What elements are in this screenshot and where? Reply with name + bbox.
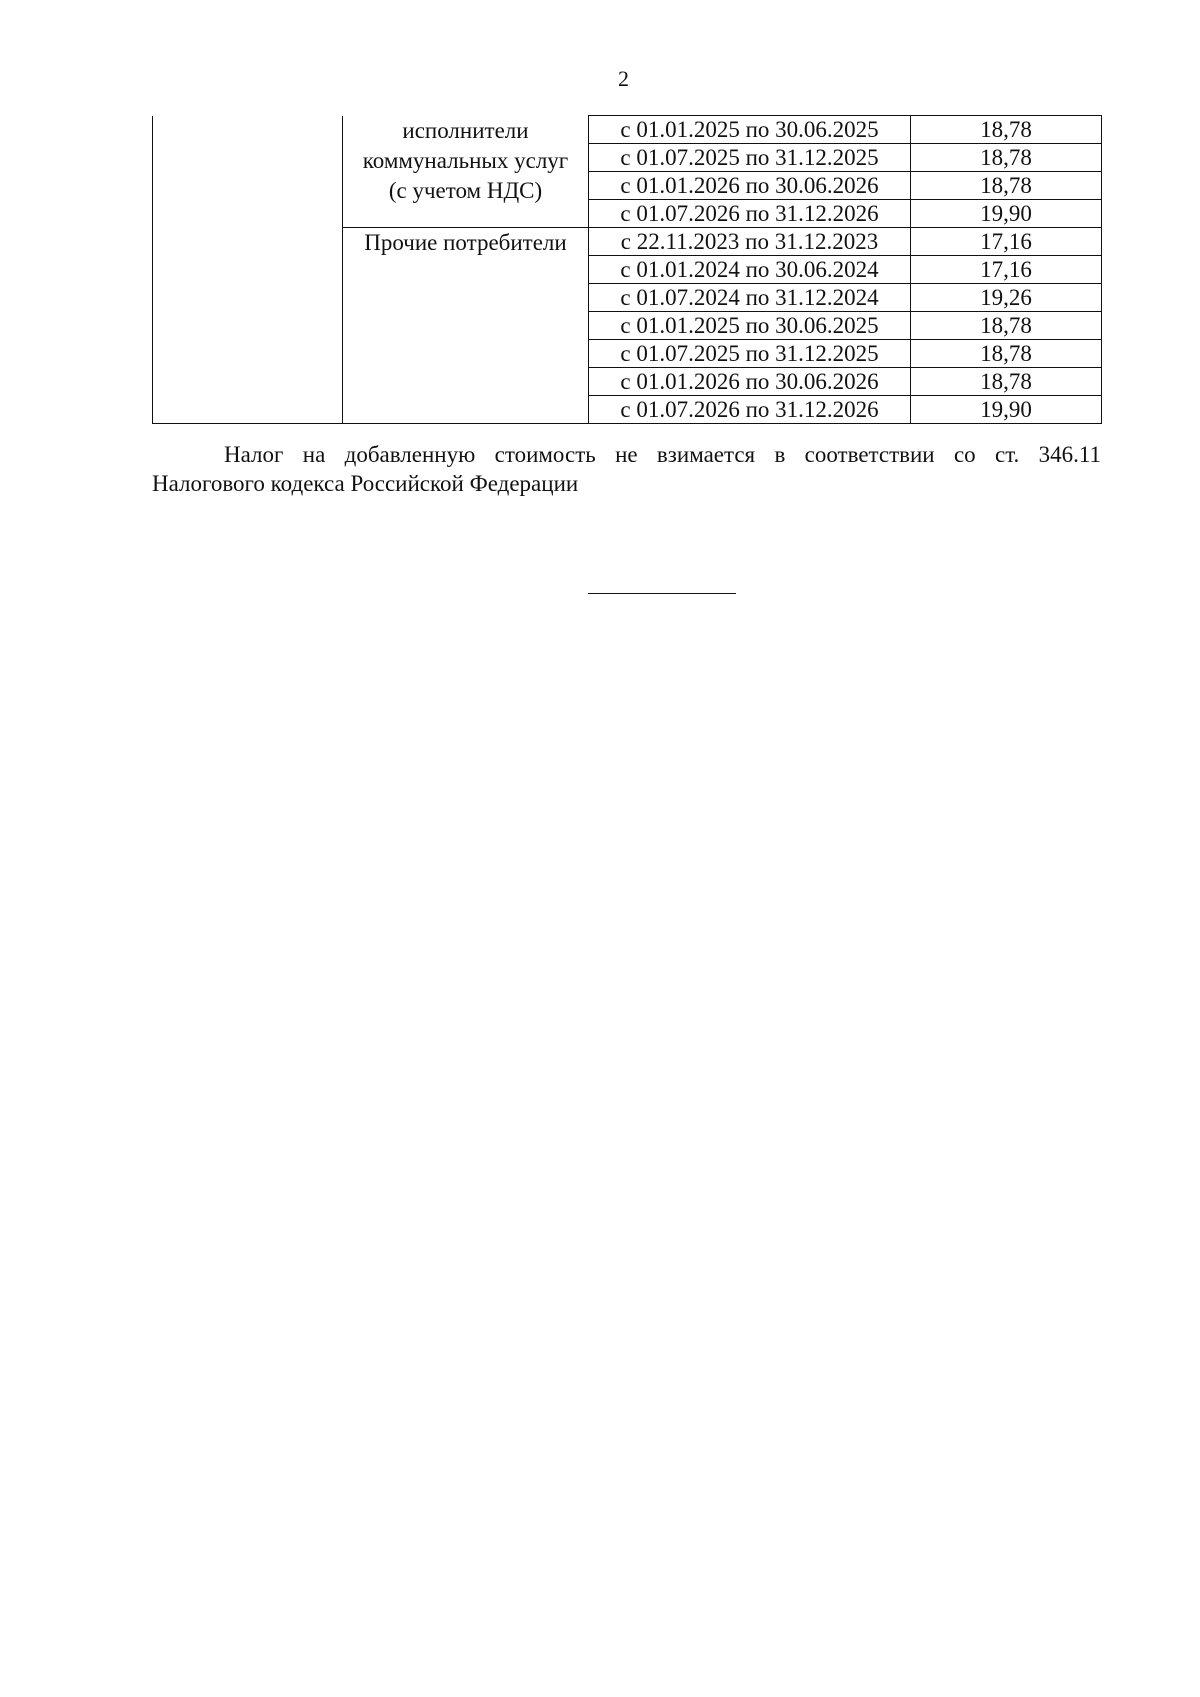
tariff-value-cell: 19,90 xyxy=(911,200,1102,228)
end-of-document-rule xyxy=(588,593,736,594)
period-cell: с 01.07.2024 по 31.12.2024 xyxy=(589,284,911,312)
period-cell: с 01.01.2025 по 30.06.2025 xyxy=(589,116,911,144)
tariff-value-cell: 19,26 xyxy=(911,284,1102,312)
tariff-value-cell: 18,78 xyxy=(911,340,1102,368)
tariff-value-cell: 18,78 xyxy=(911,116,1102,144)
group-label-line: (с учетом НДС) xyxy=(388,177,543,203)
tax-note xyxy=(152,440,1101,498)
tariff-value-cell: 19,90 xyxy=(911,396,1102,424)
tariff-value-cell: 18,78 xyxy=(911,144,1102,172)
tax-note-line: Налог на добавленную стоимость не взимается в соответствии со ст. 346.11 xyxy=(224,442,1101,467)
page-number: 2 xyxy=(618,66,629,91)
tariff-value-cell: 18,78 xyxy=(911,172,1102,200)
period-cell: с 01.07.2026 по 31.12.2026 xyxy=(589,200,911,228)
group-label-line: исполнители xyxy=(402,117,529,143)
period-cell: с 01.07.2025 по 31.12.2025 xyxy=(589,144,911,172)
tariff-value-cell: 18,78 xyxy=(911,312,1102,340)
group-label-line: коммунальных услуг xyxy=(362,147,569,173)
period-cell: с 01.07.2026 по 31.12.2026 xyxy=(589,396,911,424)
consumer-group-label xyxy=(343,228,589,424)
table-row xyxy=(153,116,1102,144)
period-cell: с 01.01.2026 по 30.06.2026 xyxy=(589,172,911,200)
tariff-table xyxy=(152,115,1102,424)
tariff-value-cell: 17,16 xyxy=(911,256,1102,284)
tariff-value-cell: 18,78 xyxy=(911,368,1102,396)
period-cell: с 01.01.2026 по 30.06.2026 xyxy=(589,368,911,396)
period-cell: с 22.11.2023 по 31.12.2023 xyxy=(589,228,911,256)
consumer-category-cell xyxy=(153,116,343,424)
consumer-group-label xyxy=(343,116,589,228)
period-cell: с 01.07.2025 по 31.12.2025 xyxy=(589,340,911,368)
period-cell: с 01.01.2024 по 30.06.2024 xyxy=(589,256,911,284)
tariff-value-cell: 17,16 xyxy=(911,228,1102,256)
period-cell: с 01.01.2025 по 30.06.2025 xyxy=(589,312,911,340)
tax-note-line: Налогового кодекса Российской Федерации xyxy=(152,471,579,496)
group-label-line: Прочие потребители xyxy=(364,230,567,255)
